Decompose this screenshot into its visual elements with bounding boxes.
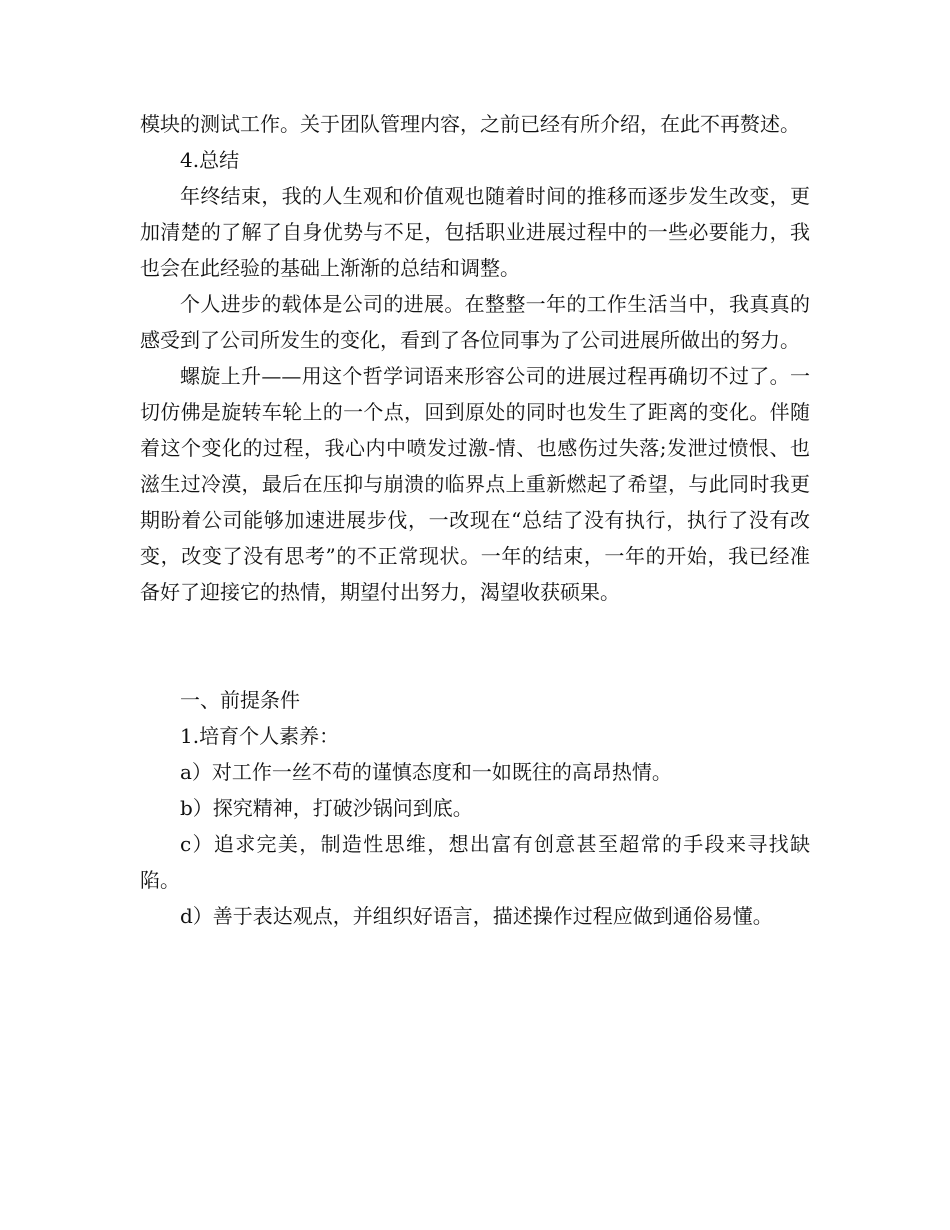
document-page [140,106,810,934]
list-item-a: a）对工作一丝不苟的谨慎态度和一如既往的高昂热情。 [180,760,672,784]
summary-heading: 4.总结 [180,148,240,172]
prerequisites-heading: 一、前提条件 [180,688,300,712]
continuation-paragraph: 模块的测试工作。关于团队管理内容，之前已经有所介绍，在此不再赘述。 [140,112,800,136]
personal-quality-subheading: 1.培育个人素养： [180,724,340,748]
list-item-b: b）探究精神，打破沙锅问到底。 [180,796,473,820]
list-item-c: c）追求完美，制造性思维，想出富有创意甚至超常的手段来寻找缺陷。 [140,832,810,892]
summary-paragraph-2: 个人进步的载体是公司的进展。在整整一年的工作生活当中，我真真的感受到了公司所发生的变化，看到了各位同事为了公司进展所做出的努力。 [140,292,810,352]
section-gap [140,610,810,682]
summary-paragraph-3: 螺旋上升——用这个哲学词语来形容公司的进展过程再确切不过了。一切仿佛是旋转车轮上的一个点，回到原处的同时也发生了距离的变化。伴随着这个变化的过程，我心内中喷发过激-情、也感伤过失落;发泄过愤恨、也滋生过冷漠，最后在压抑与崩溃的临界点上重新燃起了希望，与此同时我更期盼着公司能够加速进展步伐，一改现在“总结了没有执行，执行了没有改变，改变了没有思考”的不正常现状。一年的结束，一年的开始，我已经准备好了迎接它的热情，期望付出努力，渴望收获硕果。 [140,364,810,604]
list-item-d: d）善于表达观点，并组织好语言，描述操作过程应做到通俗易懂。 [180,904,773,928]
summary-paragraph-1: 年终结束，我的人生观和价值观也随着时间的推移而逐步发生改变，更加清楚的了解了自身优势与不足，包括职业进展过程中的一些必要能力，我也会在此经验的基础上渐渐的总结和调整。 [140,184,810,280]
